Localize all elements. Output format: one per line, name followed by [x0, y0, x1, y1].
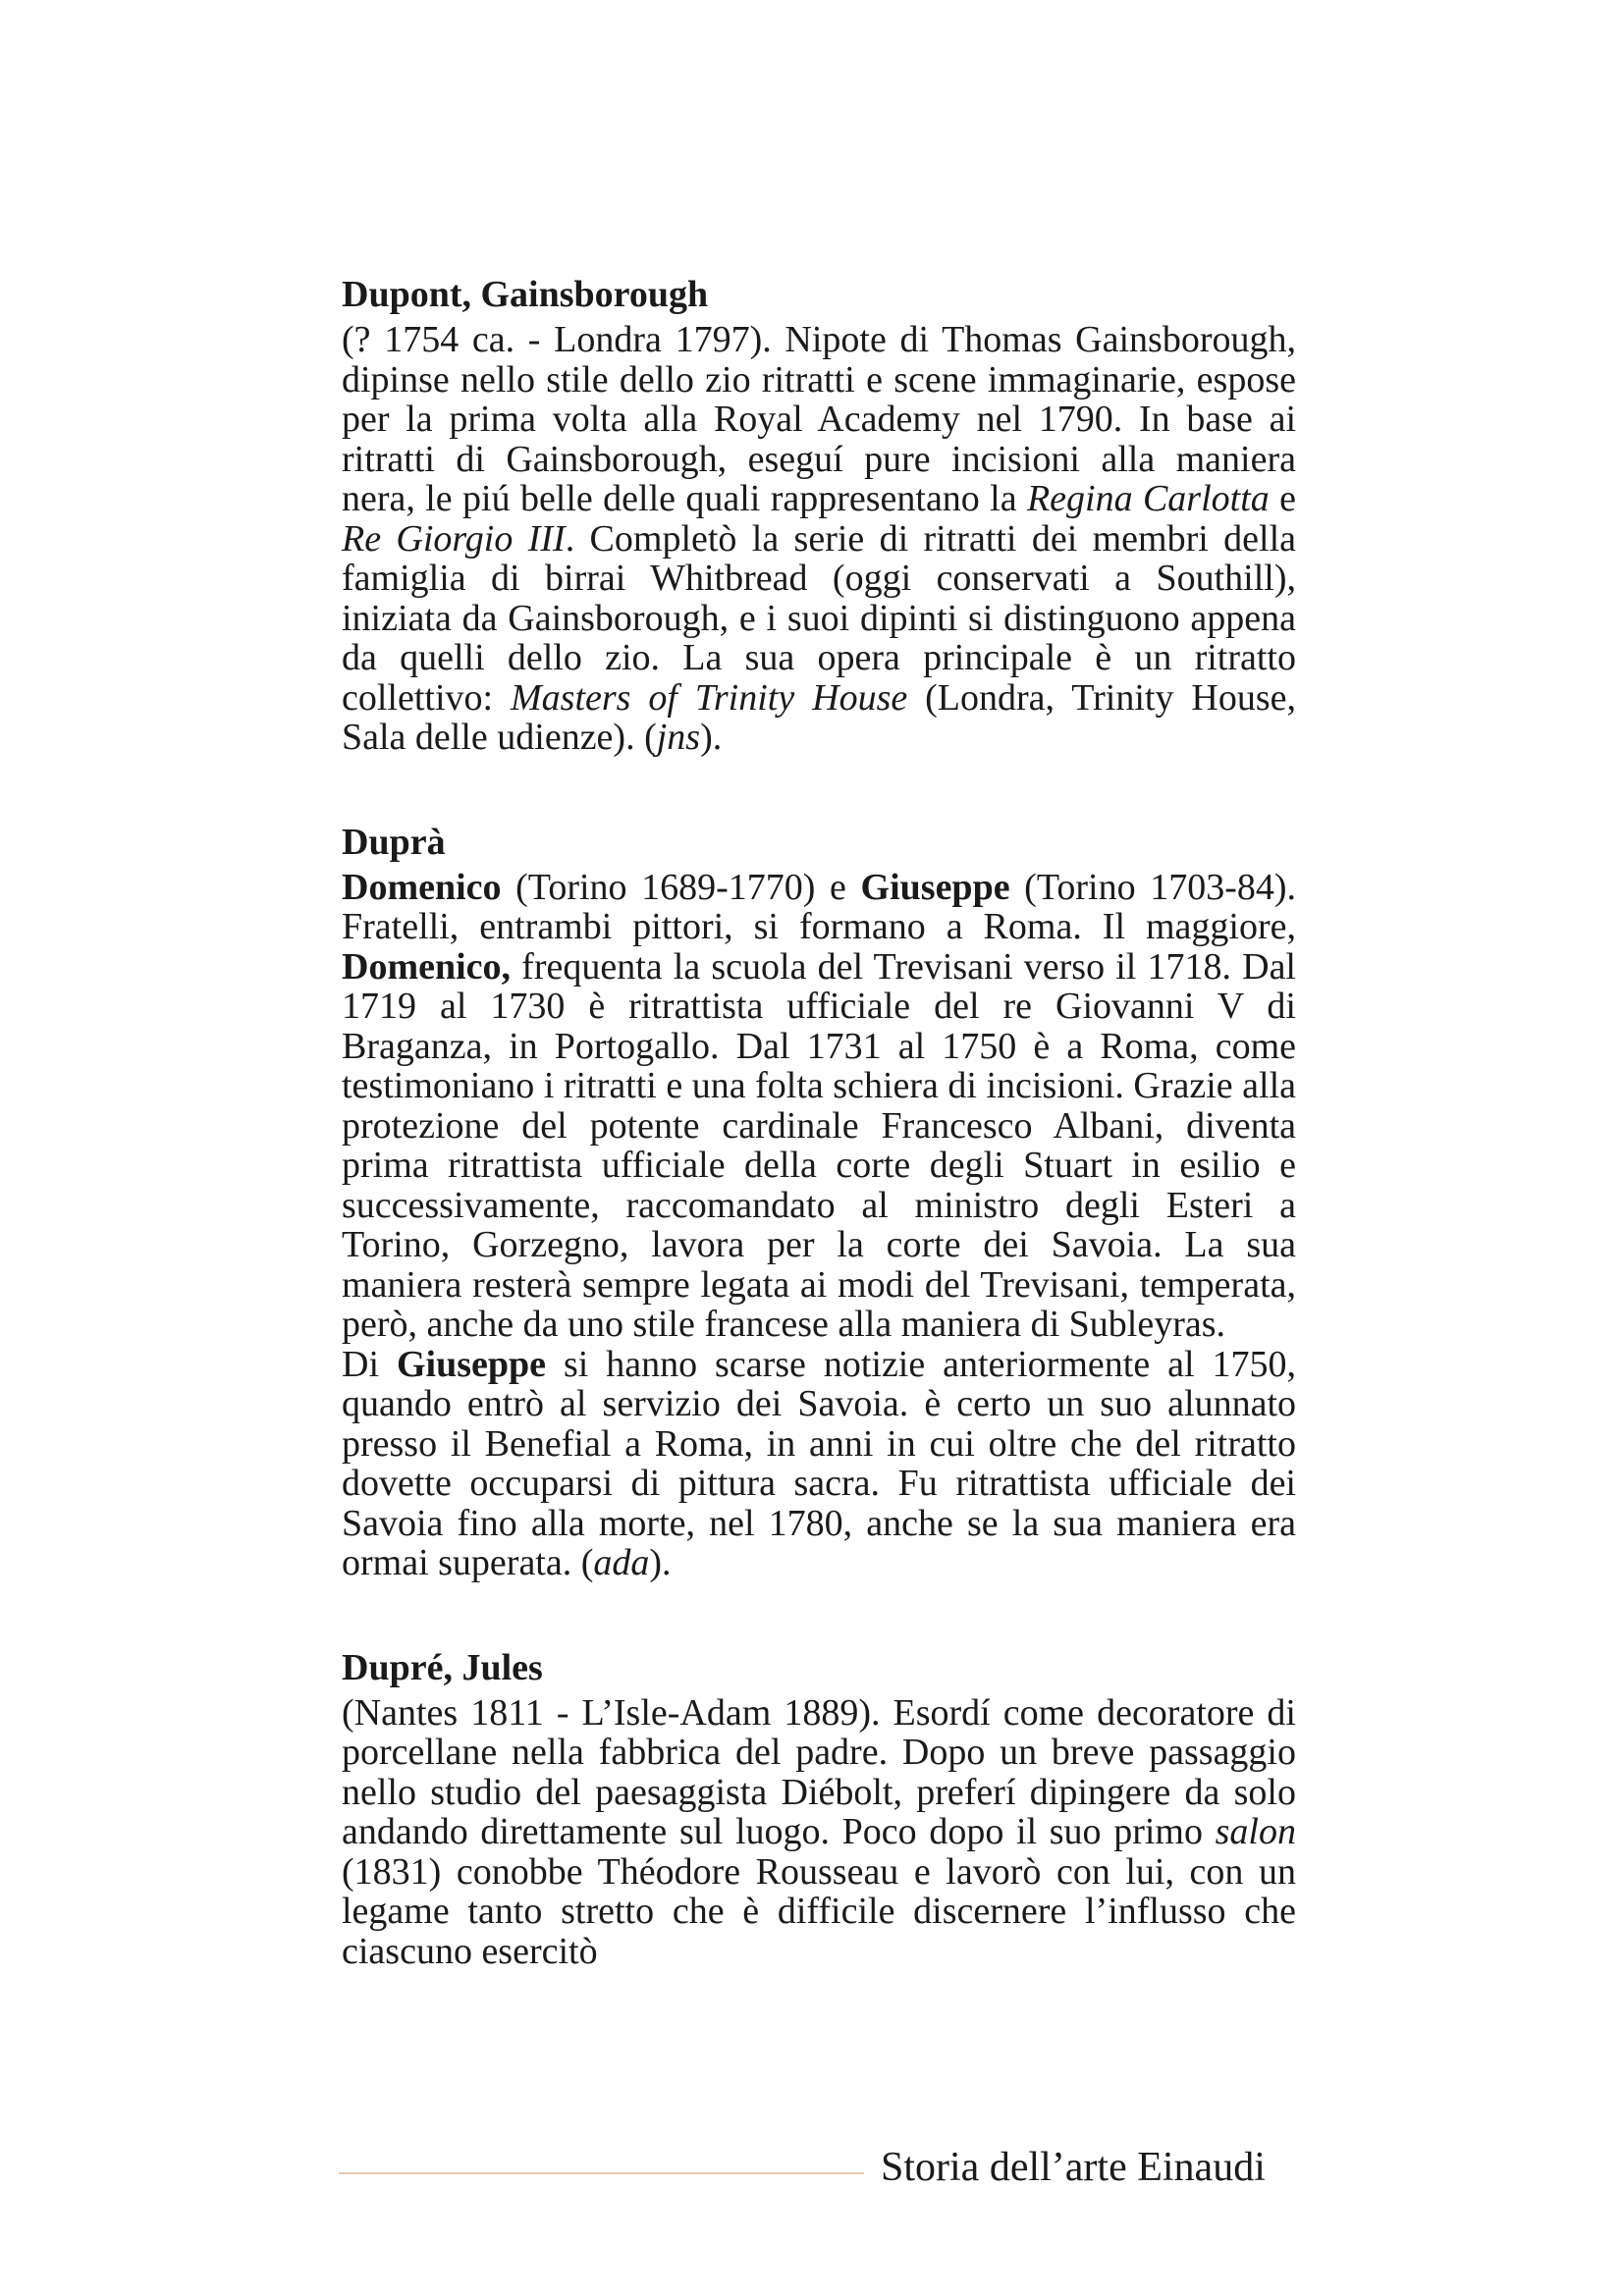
- text-column: [342, 273, 1296, 1971]
- entry-dupra: [342, 821, 1296, 1583]
- text-run: frequenta la scuola del Trevisani verso il 1718. Dal 1719 al 1730 è ritrattista ufficiale del re Giovanni V di Braganza, in Portogallo. Dal 1731 al 1750 è a Roma, come testimoniano i ritratti e una folta schiera di incisioni. Grazie alla protezione del potente cardinale Francesco Albani, diventa prima ritrattista ufficiale della corte degli Stuart in esilio e successivamente, raccomandato al ministro degli Esteri a Torino, Gorzegno, lavora per la corte dei Savoia. La sua maniera resterà sempre legata ai modi del Trevisani, temperata, però, anche da uno stile francese alla maniera di Subleyras.: [342, 945, 1296, 1345]
- entry-paragraph: [342, 320, 1296, 758]
- text-run: (Torino 1703-84). Fratelli, entrambi pittori, si formano a Roma. Il maggiore,: [342, 866, 1297, 947]
- bold-run: Domenico: [342, 866, 502, 908]
- text-run: ).: [649, 1542, 672, 1583]
- entry-title: Duprà: [342, 821, 446, 863]
- bold-run: Giuseppe: [860, 866, 1010, 908]
- italic-run: Masters of Trinity House: [511, 676, 908, 719]
- entry-dupont: [342, 273, 1296, 758]
- text-run: si hanno scarse notizie anteriormente al 1750, quando entrò al servizio dei Savoia. è certo un suo alunnato presso il Benefial a Roma, in anni in cui oltre che del ritratto dovette occuparsi di pittura sacra. Fu ritrattista ufficiale dei Savoia fino alla morte, nel 1780, anche se la sua maniera era ormai superata. (: [342, 1343, 1297, 1583]
- italic-run: ada: [593, 1542, 650, 1583]
- entry-paragraph: [342, 868, 1296, 1345]
- entry-dupre: [342, 1646, 1296, 1972]
- footer-rule: [339, 2172, 864, 2174]
- italic-run: Regina Carlotta: [1026, 478, 1270, 519]
- text-run: e: [1269, 478, 1296, 519]
- entry-paragraph: [342, 1345, 1296, 1583]
- bold-run: Domenico,: [342, 945, 512, 988]
- text-run: Di: [342, 1343, 397, 1385]
- text-run: ).: [700, 717, 723, 758]
- text-run: (Londra, Trinity House, Sala delle udienze). (: [342, 676, 1296, 758]
- entry-title: Dupré, Jules: [342, 1646, 543, 1688]
- italic-run: salon: [1215, 1811, 1296, 1852]
- entry-title: Dupont, Gainsborough: [342, 274, 709, 315]
- entry-paragraph: [342, 1693, 1296, 1972]
- italic-run: Re Giorgio III: [342, 517, 566, 560]
- bold-run: Giuseppe: [396, 1343, 546, 1385]
- italic-run: jns: [656, 717, 701, 758]
- text-run: (? 1754 ca. - Londra 1797). Nipote di Thomas Gainsborough, dipinse nello stile dello zio ritratti e scene immaginarie, espose per la prima volta alla Royal Academy nel 1790. In base ai ritratti di Gainsborough, eseguí pure incisioni alla maniera nera, le piú belle delle quali rappresentano la: [342, 319, 1296, 519]
- text-run: (Torino 1689-1770) e: [501, 866, 861, 908]
- text-run: (1831) conobbe Théodore Rousseau e lavorò con lui, con un legame tanto stretto che è difficile discernere l’influsso che ciascuno esercitò: [342, 1850, 1296, 1972]
- text-run: . Completò la serie di ritratti dei membri della famiglia di birrai Whitbread (oggi conservati a Southill), iniziata da Gainsborough, e i suoi dipinti si distinguono appena da quelli dello zio. La sua opera principale è un ritratto collettivo:: [342, 517, 1297, 719]
- text-run: (Nantes 1811 - L’Isle-Adam 1889). Esordí come decoratore di porcellane nella fabbrica del padre. Dopo un breve passaggio nello studio del paesaggista Diébolt, preferí dipingere da solo andando direttamente sul luogo. Poco dopo il suo primo: [342, 1691, 1296, 1852]
- footer-publisher: Storia dell’arte Einaudi: [881, 2145, 1266, 2190]
